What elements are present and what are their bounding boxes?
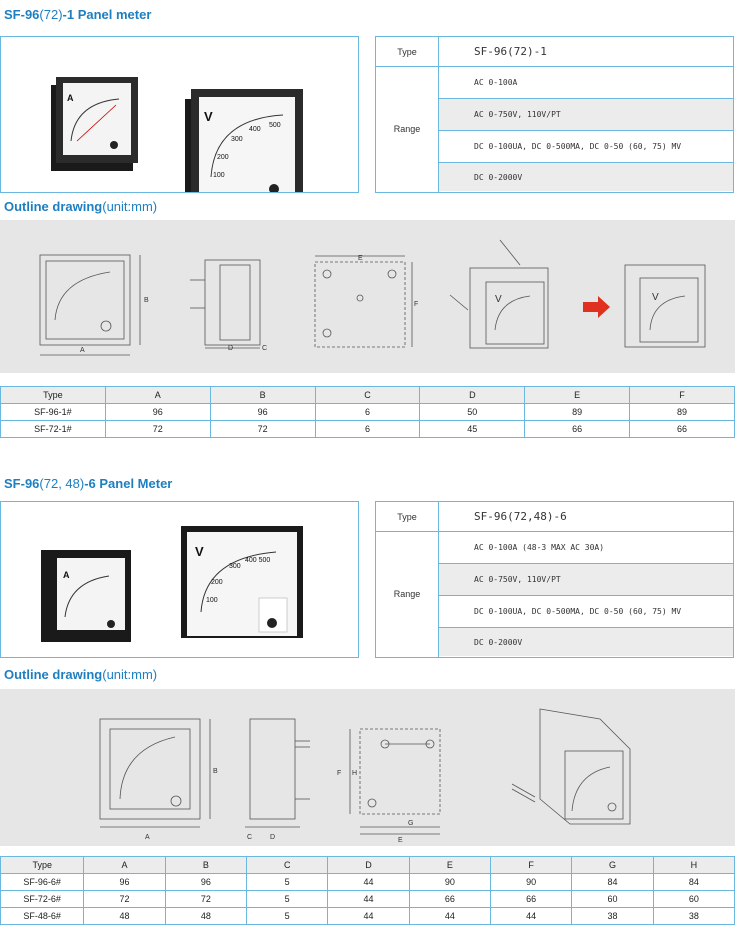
- spec-type-row: [376, 502, 733, 532]
- table-cell: 72: [84, 891, 165, 908]
- spec-range-label: Range: [376, 531, 439, 657]
- table-cell: 84: [653, 874, 734, 891]
- outline-title-text: Outline drawing: [4, 199, 103, 214]
- range-row: [439, 131, 733, 163]
- table-header: H: [653, 857, 734, 874]
- scale-label: 400 500: [245, 557, 271, 564]
- table-header: D: [420, 387, 525, 404]
- table-cell: 60: [653, 891, 734, 908]
- table-header: A: [84, 857, 165, 874]
- dim-label-b: B: [213, 768, 218, 775]
- table-cell: 66: [409, 891, 490, 908]
- scale-label: 300: [231, 136, 243, 143]
- table-cell: 89: [525, 404, 630, 421]
- range-value: AC 0-750V, 110V/PT: [474, 575, 561, 584]
- range-value: AC 0-100A (48-3 MAX AC 30A): [474, 543, 605, 552]
- table-cell: 96: [165, 874, 246, 891]
- v-label: V: [495, 294, 502, 305]
- table-cell: SF-96-6#: [1, 874, 84, 891]
- spec-type-value: SF-96(72)-1: [474, 45, 547, 58]
- spec-range-label: Range: [376, 66, 439, 192]
- title-model: SF-96: [4, 7, 40, 22]
- outline-unit: (unit:mm): [102, 199, 158, 214]
- table-cell: 44: [409, 908, 490, 925]
- range-row: [439, 163, 733, 191]
- table-cell: 6: [315, 404, 420, 421]
- panel-meters-image-2: [1, 502, 358, 657]
- scale-label: 400: [249, 126, 261, 133]
- table-cell: 5: [247, 908, 328, 925]
- table-cell: 72: [210, 421, 315, 438]
- dim-label-b: B: [144, 297, 149, 304]
- table-cell: 72: [105, 421, 210, 438]
- outline-drawing-svg-2: [0, 689, 735, 846]
- table-header: Type: [1, 387, 106, 404]
- title-suffix: -6 Panel Meter: [84, 476, 173, 491]
- scale-label: 300: [229, 563, 241, 570]
- table-header: F: [630, 387, 735, 404]
- table-row: [1, 404, 735, 421]
- range-row: [439, 628, 733, 656]
- range-value: DC 0-100UA, DC 0-500MA, DC 0-50 (60, 75) MV: [474, 607, 682, 616]
- table-header: C: [247, 857, 328, 874]
- scale-label: 200: [217, 154, 229, 161]
- table-row: [1, 421, 735, 438]
- table-cell: 48: [84, 908, 165, 925]
- table-cell: 66: [525, 421, 630, 438]
- dim-label-h: H: [352, 770, 358, 777]
- product-photo-1: [0, 36, 359, 193]
- outline-title-text: Outline drawing: [4, 667, 103, 682]
- table-header: B: [210, 387, 315, 404]
- table-cell: 50: [420, 404, 525, 421]
- spec-table-2: [375, 501, 734, 658]
- table-cell: 89: [630, 404, 735, 421]
- table-header: G: [572, 857, 653, 874]
- table-cell: 45: [420, 421, 525, 438]
- range-value: DC 0-2000V: [474, 637, 523, 647]
- table-cell: 44: [328, 891, 409, 908]
- table-header: D: [328, 857, 409, 874]
- title-model: SF-96: [4, 476, 40, 491]
- table-cell: 96: [210, 404, 315, 421]
- dim-label-g: G: [408, 820, 414, 827]
- scale-label: 200: [211, 579, 223, 586]
- table-cell: SF-96-1#: [1, 404, 106, 421]
- table-header: C: [315, 387, 420, 404]
- section1-title: [4, 7, 151, 22]
- outline-drawing-1: [0, 220, 735, 373]
- table-header: F: [490, 857, 571, 874]
- table-cell: 44: [490, 908, 571, 925]
- table-cell: 48: [165, 908, 246, 925]
- dim-label-e: E: [358, 255, 363, 262]
- v-label: V: [652, 292, 659, 303]
- table-header: Type: [1, 857, 84, 874]
- range-row: [439, 532, 733, 564]
- title-suffix: -1 Panel meter: [62, 7, 152, 22]
- spec-type-value: SF-96(72,48)-6: [474, 510, 567, 523]
- meter-v-letter: V: [195, 544, 204, 559]
- table-header: E: [525, 387, 630, 404]
- spec-table-1: [375, 36, 734, 193]
- table-cell: 44: [328, 874, 409, 891]
- title-variant: (72): [39, 7, 63, 22]
- table-cell: 90: [490, 874, 571, 891]
- scale-label: 100: [213, 172, 225, 179]
- dim-label-e: E: [398, 837, 403, 844]
- table-cell: 5: [247, 891, 328, 908]
- table-row: [1, 874, 735, 891]
- scale-label: 100: [206, 597, 218, 604]
- range-value: AC 0-750V, 110V/PT: [474, 110, 561, 119]
- dim-label-d: D: [228, 345, 234, 352]
- title-variant: (72, 48): [39, 476, 85, 491]
- table-cell: 60: [572, 891, 653, 908]
- table-cell: SF-48-6#: [1, 908, 84, 925]
- dim-label-f: F: [414, 301, 419, 308]
- outline-drawing-2: [0, 689, 735, 846]
- outline-drawing-svg-1: [0, 220, 735, 373]
- table-header: E: [409, 857, 490, 874]
- range-value: DC 0-2000V: [474, 172, 523, 182]
- meter-v-letter: V: [204, 109, 213, 124]
- dim-label-d: D: [270, 834, 276, 841]
- table-cell: 90: [409, 874, 490, 891]
- table-cell: 96: [84, 874, 165, 891]
- table-cell: 38: [653, 908, 734, 925]
- range-value: AC 0-100A: [474, 78, 518, 87]
- table-cell: 84: [572, 874, 653, 891]
- table-header: A: [105, 387, 210, 404]
- dimension-table-2: [0, 856, 735, 925]
- scale-label: 500: [269, 122, 281, 129]
- spec-type-label: Type: [376, 502, 439, 531]
- panel-meters-image-1: [1, 37, 358, 192]
- dimension-table-1: [0, 386, 735, 438]
- outline-unit: (unit:mm): [102, 667, 158, 682]
- range-row: [439, 596, 733, 628]
- table-cell: 44: [328, 908, 409, 925]
- table-cell: 66: [630, 421, 735, 438]
- meter-a-letter: A: [67, 93, 74, 103]
- section2-title: [4, 476, 172, 491]
- table-cell: SF-72-1#: [1, 421, 106, 438]
- dim-label-f: F: [337, 770, 342, 777]
- range-row: [439, 67, 733, 99]
- table-cell: SF-72-6#: [1, 891, 84, 908]
- table-header-row: [1, 387, 735, 404]
- outline-title-1: [4, 199, 157, 214]
- table-cell: 38: [572, 908, 653, 925]
- table-header-row: [1, 857, 735, 874]
- range-row: [439, 564, 733, 596]
- table-row: [1, 891, 735, 908]
- table-cell: 5: [247, 874, 328, 891]
- dim-label-a: A: [145, 834, 150, 841]
- meter-a-letter: A: [63, 570, 70, 580]
- table-header: B: [165, 857, 246, 874]
- range-value: DC 0-100UA, DC 0-500MA, DC 0-50 (60, 75) MV: [474, 142, 682, 151]
- dim-label-c: C: [247, 834, 253, 841]
- outline-title-2: [4, 667, 157, 682]
- dim-label-a: A: [80, 347, 85, 354]
- table-row: [1, 908, 735, 925]
- range-row: [439, 99, 733, 131]
- table-cell: 66: [490, 891, 571, 908]
- spec-type-row: [376, 37, 733, 67]
- product-photo-2: [0, 501, 359, 658]
- spec-type-label: Type: [376, 37, 439, 66]
- table-cell: 96: [105, 404, 210, 421]
- dim-label-c: C: [262, 345, 268, 352]
- table-cell: 72: [165, 891, 246, 908]
- table-cell: 6: [315, 421, 420, 438]
